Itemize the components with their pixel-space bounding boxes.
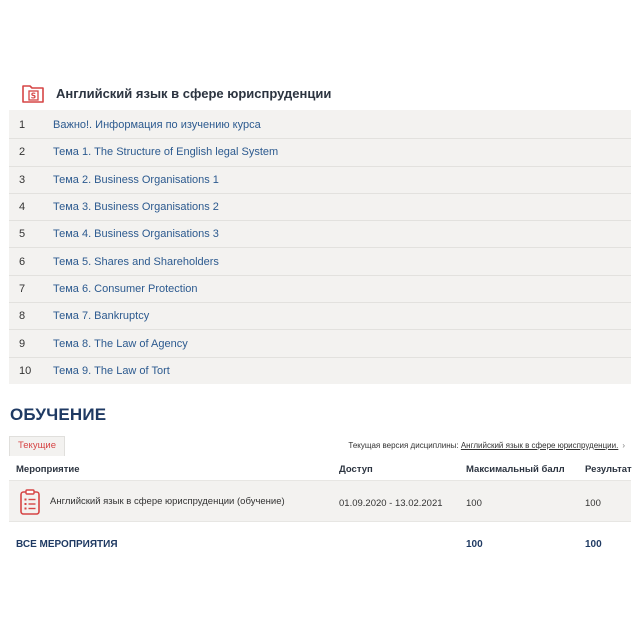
total-max-score: 100: [466, 539, 483, 550]
list-item[interactable]: [9, 112, 631, 139]
list-item[interactable]: [9, 248, 631, 275]
topic-number: 5: [19, 228, 26, 241]
event-max-score: 100: [466, 498, 482, 509]
event-result: 100: [585, 498, 601, 509]
topic-link[interactable]: Тема 8. The Law of Agency: [53, 337, 188, 350]
version-link[interactable]: Английский язык в сфере юриспруденции.: [460, 441, 619, 450]
list-item[interactable]: [9, 221, 631, 248]
version-label: Текущая версия дисциплины:: [348, 441, 459, 450]
column-header-max-score: Максимальный балл: [466, 464, 565, 475]
tabs-bar: [9, 436, 631, 456]
topic-number: 7: [19, 282, 26, 295]
course-title: Английский язык в сфере юриспруденции: [56, 85, 332, 101]
list-item[interactable]: [9, 303, 631, 330]
list-item[interactable]: [9, 139, 631, 166]
topic-link[interactable]: Тема 6. Consumer Protection: [53, 282, 198, 295]
list-item[interactable]: [9, 358, 631, 385]
topic-link[interactable]: Тема 4. Business Organisations 3: [53, 228, 219, 241]
column-header-result: Результат: [585, 464, 632, 475]
total-result: 100: [585, 539, 602, 550]
course-header: [9, 76, 631, 110]
topic-link[interactable]: Тема 9. The Law of Tort: [53, 365, 170, 378]
list-item[interactable]: [9, 276, 631, 303]
topic-number: 3: [19, 173, 26, 186]
topic-number: 9: [19, 337, 26, 350]
tab-current[interactable]: Текущие: [9, 436, 65, 456]
topic-link[interactable]: Тема 1. The Structure of English legal System: [53, 146, 279, 159]
topic-number: 6: [19, 255, 26, 268]
topic-number: 2: [19, 146, 26, 159]
list-item[interactable]: [9, 330, 631, 357]
chevron-right-icon[interactable]: ›: [622, 441, 625, 450]
clipboard-list-icon: [19, 489, 41, 515]
topic-link[interactable]: Тема 3. Business Organisations 2: [53, 201, 219, 214]
column-header-event: Мероприятие: [16, 464, 80, 475]
topic-link[interactable]: Важно!. Информация по изучению курса: [53, 119, 261, 132]
topic-number: 1: [19, 119, 26, 132]
topic-number: 4: [19, 201, 26, 214]
topic-number: 8: [19, 310, 26, 323]
event-link[interactable]: Английский язык в сфере юриспруденции (обучение): [50, 496, 285, 507]
event-access: 01.09.2020 - 13.02.2021: [339, 498, 443, 509]
version-info: [348, 441, 625, 450]
topic-link[interactable]: Тема 7. Bankruptcy: [53, 310, 150, 323]
total-label: ВСЕ МЕРОПРИЯТИЯ: [16, 539, 118, 550]
topic-number: 10: [19, 365, 32, 378]
topic-list: [9, 112, 631, 385]
section-title: ОБУЧЕНИЕ: [10, 405, 107, 424]
course-folder-icon: [21, 81, 45, 105]
topic-link[interactable]: Тема 5. Shares and Shareholders: [53, 255, 219, 268]
column-header-access: Доступ: [339, 464, 373, 475]
list-item[interactable]: [9, 194, 631, 221]
svg-text:S: S: [30, 91, 37, 101]
topic-link[interactable]: Тема 2. Business Organisations 1: [53, 173, 219, 186]
list-item[interactable]: [9, 167, 631, 194]
